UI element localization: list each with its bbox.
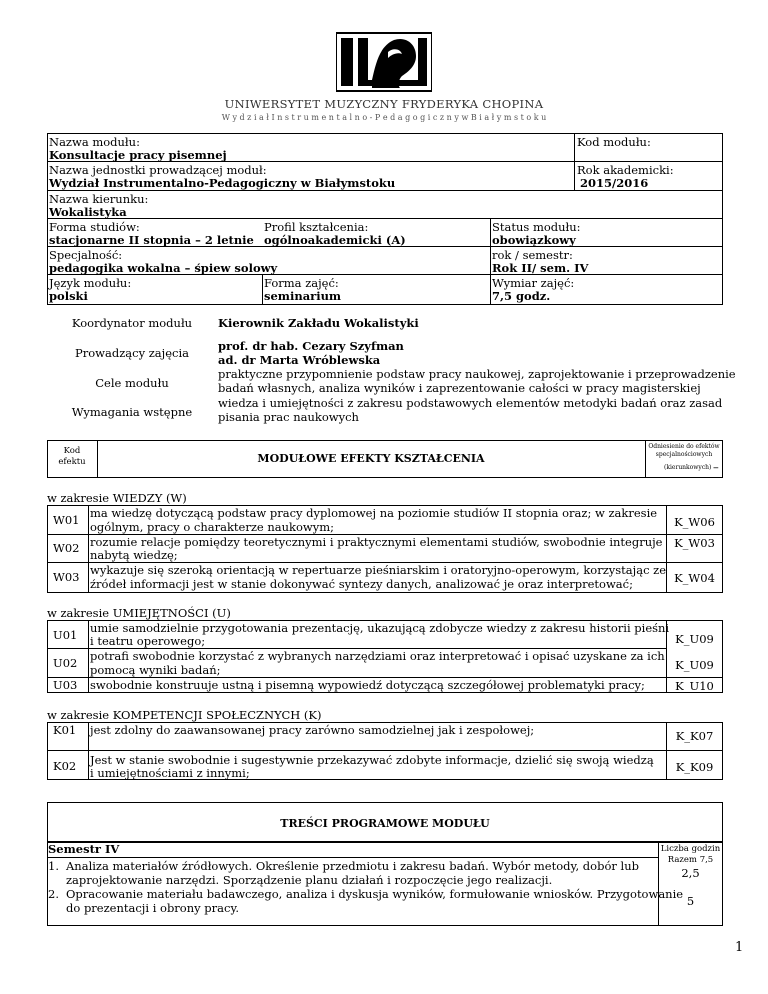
knowledge-code-w03: W03	[53, 570, 80, 584]
profile-value: ogólnoakademicki (A)	[264, 233, 406, 247]
skills-code-u03: U03	[53, 678, 78, 692]
semester-value: Rok II/ sem. IV	[492, 261, 589, 275]
semester-label: rok / semestr:	[492, 248, 573, 262]
reference-header-3: (kierunkowych)	[664, 464, 712, 471]
program-item-2-line-1: Opracowanie materiału badawczego, analiza i dyskusja wyników, formułowanie wniosków. Przygotowanie	[66, 887, 684, 901]
status-value: obowiązkowy	[492, 233, 576, 247]
module-code-label: Kod modułu:	[577, 135, 651, 149]
skills-u01-line-1: umie samodzielnie przygotowania prezentację, ukazującą zdobycze wiedzy z zakresu historii pieśni	[90, 621, 670, 635]
goals-line-1: praktyczne przypomnienie podstaw pracy naukowej, zaprojektowanie i przeprowadzenie	[218, 367, 736, 381]
faculty-name: W y d z i a ł I n s t r u m e n t a l n o - P e d a g o g i c z n y w B i a ł y m s t o k u	[221, 113, 547, 122]
knowledge-w02-line-1: rozumie relacje pomiędzy teoretycznymi i praktycznymi elementami studiów, swobodnie integruje	[90, 535, 663, 549]
skills-u03-ref: K_U10	[675, 679, 714, 693]
code-header-1: Kod	[63, 446, 81, 456]
program-item-1-hours: 2,5	[681, 866, 700, 880]
knowledge-code-w01: W01	[53, 513, 80, 527]
semester-heading: Semestr IV	[48, 842, 120, 856]
university-logo	[336, 32, 432, 92]
field-label: Nazwa kierunku:	[49, 192, 149, 206]
teacher-2: ad. dr Marta Wróblewska	[218, 353, 381, 367]
knowledge-w03-line-2: źródeł informacji jest w stanie dokonywać syntezy danych, analizować je oraz interpretować;	[90, 577, 633, 591]
academic-year-label: Rok akademicki:	[577, 163, 674, 177]
program-item-2-hours: 5	[686, 894, 695, 908]
code-header-2: efektu	[58, 457, 86, 467]
program-item-2-line-2: do prezentacji i obrony pracy.	[66, 901, 240, 915]
study-form-label: Forma studiów:	[49, 220, 140, 234]
profile-label: Profil kształcenia:	[264, 220, 369, 234]
skills-u02-line-2: pomocą wyniki badań;	[90, 663, 221, 677]
knowledge-heading: w zakresie WIEDZY (W)	[47, 491, 187, 505]
knowledge-w01-line-2: ogólnym, pracy o charakterze naukowym;	[90, 520, 335, 534]
knowledge-w03-line-1: wykazuje się szeroką orientacją w repertuarze pieśniarskim i oratoryjno-operowym, korzystając ze	[90, 563, 667, 577]
knowledge-w01-line-1: ma wiedzę dotyczącą podstaw pracy dyplomowej na poziomie studiów II stopnia oraz; w zakresie	[90, 506, 658, 520]
module-name-label: Nazwa modułu:	[49, 135, 140, 149]
knowledge-w02-line-2: nabytą wiedzę;	[90, 548, 178, 562]
teachers-label: Prowadzący zajęcia	[75, 346, 189, 360]
reference-dash: –	[713, 460, 719, 474]
skills-u02-line-1: potrafi swobodnie korzystać z wybranych narzędziami oraz interpretować i opisać uzyskane za ich	[90, 649, 665, 663]
competences-heading: w zakresie KOMPETENCJI SPOŁECZNYCH (K)	[47, 708, 322, 722]
knowledge-w02-ref: K_W03	[674, 536, 715, 550]
skills-u01-line-2: i teatru operowego;	[90, 634, 206, 648]
hours-value: 7,5 godz.	[492, 289, 551, 303]
goals-line-2: badań własnych, analiza wyników i zaprezentowanie całości w pracy magisterskiej	[218, 381, 701, 395]
status-label: Status modułu:	[492, 220, 581, 234]
competences-k01-ref: K_K07	[675, 729, 714, 743]
page-number: 1	[735, 940, 744, 955]
hours-header-2: Razem 7,5	[667, 855, 714, 865]
skills-u03-line-1: swobodnie konstruuje ustną i pisemną wypowiedź dotyczącą szczegółowej problematyki pracy;	[90, 678, 645, 692]
reference-header-2: specjalnościowych	[655, 451, 713, 458]
hours-label: Wymiar zajęć:	[492, 276, 575, 290]
competences-k02-line-1: Jest w stanie swobodnie i sugestywnie przekazywać zdobyte informacje, dzielić się swoją wiedzą	[90, 753, 654, 767]
competences-code-k02: K02	[53, 759, 77, 773]
skills-u02-ref: K_U09	[675, 658, 714, 672]
knowledge-code-w02: W02	[53, 541, 80, 555]
class-form-label: Forma zajęć:	[264, 276, 339, 290]
knowledge-w01-ref: K_W06	[674, 515, 715, 529]
competences-k01-line-1: jest zdolny do zaawansowanej pracy zarówno samodzielnej jak i zespołowej;	[90, 723, 535, 737]
program-item-1-line-1: Analiza materiałów źródłowych. Określenie przedmiotu i zakresu badań. Wybór metody, dobór lub	[66, 859, 639, 873]
module-name-value: Konsultacje pracy pisemnej	[49, 148, 227, 162]
academic-year-value: 2015/2016	[580, 176, 649, 190]
hours-header-1: Liczba godzin	[660, 844, 721, 854]
specialty-label: Specjalność:	[49, 248, 123, 262]
requirements-line-1: wiedza i umiejętności z zakresu podstawowych elementów metodyki badań oraz zasad	[218, 396, 723, 410]
program-item-2-num: 2.	[48, 887, 59, 901]
outcomes-title: MODUŁOWE EFEKTY KSZTAŁCENIA	[257, 452, 485, 465]
class-form-value: seminarium	[264, 289, 342, 303]
knowledge-w03-ref: K_W04	[674, 571, 715, 585]
reference-header-1: Odniesienie do efektów	[648, 443, 720, 450]
skills-u01-ref: K_U09	[675, 632, 714, 646]
competences-code-k01: K01	[53, 723, 77, 737]
program-title: TREŚCI PROGRAMOWE MODUŁU	[280, 817, 490, 830]
program-item-1-line-2: zaprojektowanie narzędzi. Sporządzenie planu działań i rozpoczęcie jego realizacji.	[66, 873, 553, 887]
university-name: UNIWERSYTET MUZYCZNY FRYDERYKA CHOPINA	[224, 97, 544, 111]
unit-value: Wydział Instrumentalno-Pedagogiczny w Białymstoku	[49, 176, 396, 190]
study-form-value: stacjonarne II stopnia – 2 letnie	[49, 233, 254, 247]
skills-code-u01: U01	[53, 628, 78, 642]
teacher-1: prof. dr hab. Cezary Szyfman	[218, 339, 404, 353]
skills-code-u02: U02	[53, 656, 78, 670]
unit-label: Nazwa jednostki prowadzącej moduł:	[49, 163, 267, 177]
program-item-1-num: 1.	[48, 859, 59, 873]
coordinator-label: Koordynator modułu	[71, 316, 193, 330]
competences-k02-ref: K_K09	[675, 760, 714, 774]
language-value: polski	[49, 289, 88, 303]
skills-heading: w zakresie UMIEJĘTNOŚCI (U)	[47, 606, 231, 620]
language-label: Język modułu:	[49, 276, 132, 290]
field-value: Wokalistyka	[49, 205, 127, 219]
requirements-line-2: pisania prac naukowych	[218, 410, 359, 424]
goals-label: Cele modułu	[95, 376, 169, 390]
coordinator-value: Kierownik Zakładu Wokalistyki	[218, 316, 419, 330]
competences-k02-line-2: i umiejętnościami z innymi;	[90, 766, 250, 780]
specialty-value: pedagogika wokalna – śpiew solowy	[49, 261, 278, 275]
requirements-label: Wymagania wstępne	[71, 405, 193, 419]
